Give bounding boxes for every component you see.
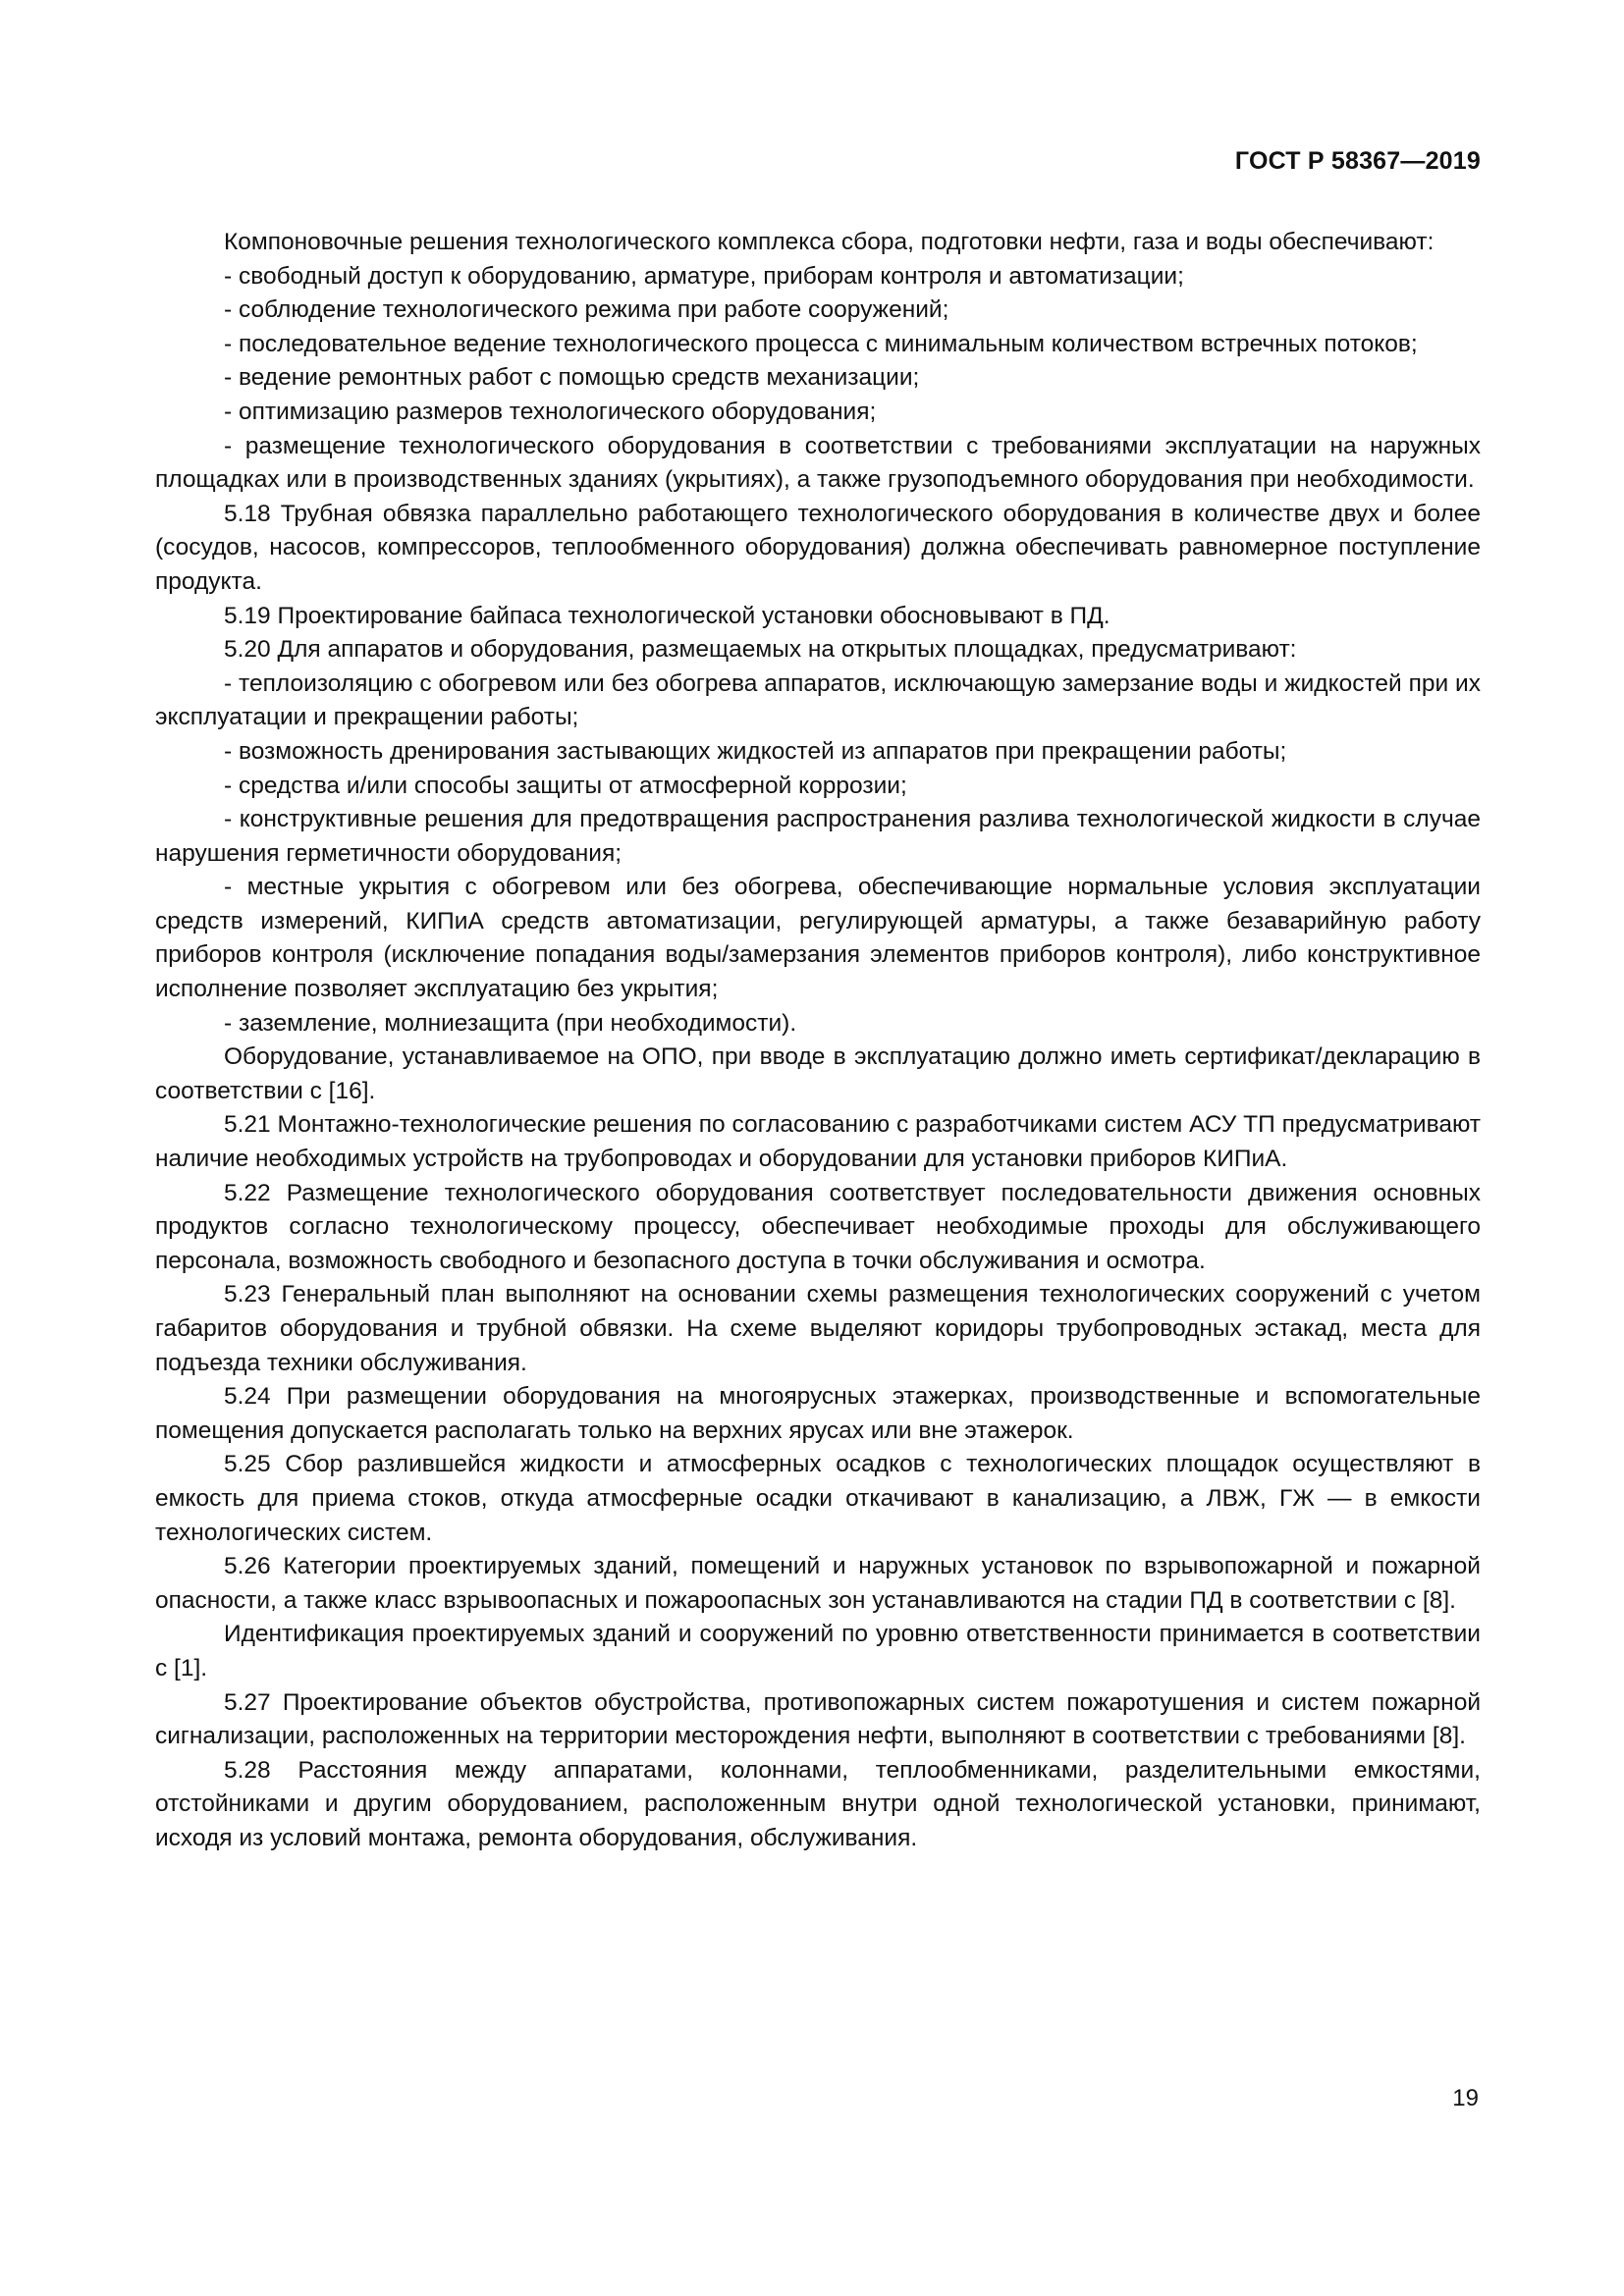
list-item: - оптимизацию размеров технологического оборудования; [224,398,877,425]
clause-5-21: 5.21 Монтажно-технологические решения по согласованию с разработчиками систем АСУ ТП предусматривают наличие необходимых устройств на трубопроводах и оборудовании для установки приборов КИПиА. [155,1111,1481,1173]
clause-5-20: 5.20 Для аппаратов и оборудования, размещаемых на открытых площадках, предусматривают: [224,636,1297,664]
paragraph: Компоновочные решения технологического комплекса сбора, подготовки нефти, газа и воды обеспечивают: [224,229,1435,255]
clause-5-25: 5.25 Сбор разлившейся жидкости и атмосферных осадков с технологических площадок осуществляют в емкость для приема стоков, откуда атмосферные осадки откачивают в канализацию, а ЛВЖ, ГЖ — в емкости технологических систем. [155,1451,1481,1546]
body-text [155,226,1481,1856]
list-item: - размещение технологического оборудования в соответствии с требованиями эксплуатации на наружных площадках или в производственных зданиях (укрытиях), а также грузоподъемного оборудования при необходимости. [155,432,1481,494]
list-item: - средства и/или способы защиты от атмосферной коррозии; [224,772,907,799]
document-code: ГОСТ Р 58367—2019 [1234,147,1481,175]
clause-5-26: 5.26 Категории проектируемых зданий, помещений и наружных установок по взрывопожарной и пожарной опасности, а также класс взрывоопасных и пожароопасных зон устанавливаются на стадии ПД в соответствии с [8]. [155,1553,1481,1614]
clause-5-27: 5.27 Проектирование объектов обустройства, противопожарных систем пожаротушения и систем пожарной сигнализации, расположенных на территории месторождения нефти, выполняют в соответствии с требованиями [8]. [155,1688,1481,1750]
clause-5-28: 5.28 Расстояния между аппаратами, колоннами, теплообменниками, разделительными емкостями, отстойниками и другим оборудованием, расположенным внутри одной технологической установки, принимают, исходя из условий монтажа, ремонта оборудования, обслуживания. [155,1756,1481,1851]
clause-5-19: 5.19 Проектирование байпаса технологической установки обосновывают в ПД. [224,602,1110,629]
clause-5-24: 5.24 При размещении оборудования на многоярусных этажерках, производственные и вспомогательные помещения допускается располагать только на верхних ярусах или вне этажерок. [155,1383,1481,1444]
list-item: - свободный доступ к оборудованию, арматуре, приборам контроля и автоматизации; [224,262,1184,290]
paragraph: Идентификация проектируемых зданий и сооружений по уровню ответственности принимается в соответствии с [1]. [155,1621,1481,1682]
list-item: - соблюдение технологического режима при работе сооружений; [224,296,949,324]
clause-5-23: 5.23 Генеральный план выполняют на основании схемы размещения технологических сооружений с учетом габаритов оборудования и трубной обвязки. На схеме выделяют коридоры трубопроводных эстакад, места для подъезда техники обслуживания. [155,1281,1481,1376]
paragraph: Оборудование, устанавливаемое на ОПО, при вводе в эксплуатацию должно иметь сертификат/декларацию в соответствии с [16]. [155,1043,1481,1104]
clause-5-18: 5.18 Трубная обвязка параллельно работающего технологического оборудования в количестве двух и более (сосудов, насосов, компрессоров, теплообменного оборудования) должна обеспечивать равномерное поступление продукта. [155,500,1481,595]
list-item: - возможность дренирования застывающих жидкостей из аппаратов при прекращении работы; [224,737,1287,765]
list-item: - заземление, молниезащита (при необходимости). [224,1009,797,1037]
list-item: - теплоизоляцию с обогревом или без обогрева аппаратов, исключающую замерзание воды и жидкостей при их эксплуатации и прекращении работы; [155,669,1481,731]
list-item: - конструктивные решения для предотвращения распространения разлива технологической жидкости в случае нарушения герметичности оборудования; [155,806,1481,867]
list-item: - ведение ремонтных работ с помощью средств механизации; [224,364,920,392]
clause-5-22: 5.22 Размещение технологического оборудования соответствует последовательности движения основных продуктов согласно технологическому процессу, обеспечивает необходимые проходы для обслуживающего персонала, возможность свободного и безопасного доступа в точки обслуживания и осмотра. [155,1179,1481,1274]
list-item: - местные укрытия с обогревом или без обогрева, обеспечивающие нормальные условия эксплуатации средств измерений, КИПиА средств автоматизации, регулирующей арматуры, а также безаварийную работу приборов контроля (исключение попадания воды/замерзания элементов приборов контроля), либо конструктивное исполнение позволяет эксплуатацию без укрытия; [155,874,1481,1003]
page-number: 19 [1452,2085,1479,2111]
list-item: - последовательное ведение технологического процесса с минимальным количеством встречных потоков; [224,330,1418,357]
